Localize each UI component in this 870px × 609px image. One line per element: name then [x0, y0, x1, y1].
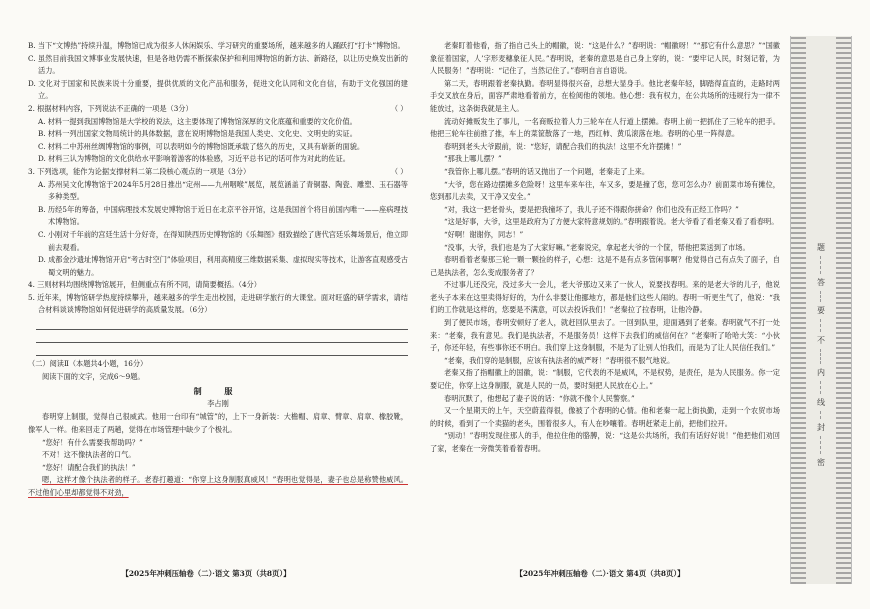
- seal-dash: [820, 291, 822, 302]
- story-author: 李占刚: [207, 398, 229, 408]
- question-text: D. 成都金沙遗址博物馆开启“考古时空门”体验项目，利用高精度三维数据采集、虚拟现实等技术，让游客直观感受古蜀文明的魅力。: [38, 255, 408, 277]
- story-paragraph: 春明到老头大爷跟前，说：“您好，请配合我们的执法！这里不允许摆摊！”: [444, 141, 682, 151]
- seal-label: 答: [817, 278, 825, 287]
- question-text: B. 材料一列出国家文物局统计的具体数据，意在说明博物馆是我国人类史、文化史、文明史的实证。: [38, 129, 357, 139]
- story-paragraph: “您好！请配合我们的执法！”: [42, 462, 136, 472]
- question-text: C. 材料二中苏州丝绸博物馆的事例，可以表明如今的博物馆既承载了悠久的历史，又具有崭新的面貌。: [38, 141, 365, 151]
- question-text: 2. 根据材料内容，下列说法不正确的一项是（3分）: [28, 103, 193, 113]
- story-paragraph: 到了便民市场，春明安顿好了老人，就赶回队里去了。一回到队里，迎面遇到了老秦。春明就气不打一处来：“老秦，我有意见。我们是执法者，不是服务员！这样下去我们的威信何在？”老秦听了哈哈大笑：“小伙子，你还年轻，有些事你还不明白。我们穿上这身制服，不是为了让别人怕我们，而是为了让人民信任我们。”: [430, 318, 780, 353]
- question-block: [28, 40, 408, 317]
- story-paragraph: “对，我这一把老骨头，要是把我撞坏了，我儿子还不得跟你拼命？你们也没有正经工作吗？”: [444, 204, 739, 214]
- page-footer-right: 【2025年冲刺压轴卷（二）·语文 第4页（共8页）】: [515, 569, 685, 578]
- story-paragraph: 嗯，这样才像个执法者的样子。老春打趣道：“你穿上这身制服真威风！”春明也觉得是，妻子也总是称赞他威风。不过他们心里却都觉得不对劲，: [28, 475, 408, 497]
- story-paragraph: “好啊！谢谢你，同志！”: [444, 229, 524, 239]
- story-paragraph: “您好！有什么需要我帮助吗？”: [42, 437, 143, 447]
- question-text: B. 当下“文博热”持续升温，博物馆已成为很多人休闲娱乐、学习研究的重要场所，越来越多的人踊跃打“打卡”博物馆。: [28, 41, 405, 50]
- question-line: [28, 166, 408, 179]
- story-paragraph: 不过事儿还没完，没过多大一会儿，老大爷那边又来了一伙人，说要找春明。来的是老大爷的儿子，他说老头子本来在这里卖得好好的，为什么非要让他挪地方，都是他们这些人闹的。春明一听更生气了，他说：“我们的工作就是这样的，您要是不满意，可以去投诉我们！”老秦拉了拉春明，让他冷静。: [430, 280, 780, 315]
- story-continued: [430, 40, 780, 456]
- decorative-border-right: [836, 36, 851, 584]
- page-footer-left: 【2025年冲刺压轴卷（二）·语文 第3页（共8页）】: [121, 569, 291, 578]
- story-paragraph: “我管你上哪儿摆。”春明的话又抛出了一个问题，老秦走了上来。: [444, 166, 650, 176]
- seal-dash: [820, 319, 822, 332]
- story-paragraph: “没事，大爷，我们也是为了大家好嘛。”老秦说完，拿起老大爷的一个筐，帮他把菜送到了市场。: [444, 242, 750, 252]
- question-text: C. 虽然目前我国文博事业发展快速，但是各地仍需不断探索保护和利用博物馆的新方法、新路径，以让历史焕发出新的活力。: [28, 53, 408, 76]
- question-line: [28, 254, 408, 279]
- question-line: [28, 229, 408, 254]
- question-line: [28, 292, 408, 317]
- section-header: [28, 358, 408, 383]
- answer-line: [36, 330, 408, 343]
- seal-dash: [820, 411, 822, 419]
- section-line: 阅读下面的文字，完成6～9题。: [42, 371, 145, 381]
- right-column: [430, 40, 780, 456]
- question-line: [28, 40, 408, 53]
- story-paragraph: 春明看着老秦那三轮一颗一颗捡的样子，心想：这是不是有点多管闲事啊？他觉得自己有点失了面子，自己是执法者，怎么变成服务者了？: [430, 255, 780, 277]
- story-paragraph: 不对！这不像执法者的口气。: [42, 450, 136, 460]
- left-column: [28, 40, 408, 500]
- right-page: [414, 0, 786, 609]
- question-line: [28, 103, 408, 116]
- question-text: 3. 下列选项，能作为论据支撑材料二第二段核心观点的一项是（3分）: [28, 166, 251, 176]
- seal-label: 题: [817, 243, 825, 252]
- seal-label: 内: [817, 368, 825, 377]
- question-line: [28, 128, 408, 141]
- question-line: [28, 204, 408, 229]
- story-paragraph: 老秦又指了指帽徽上的国徽，说：“制服，它代表的不是威风，不是权势，是责任，是为人民服务。你一定要记住，你穿上这身制服，就是人民的一员，要时刻把人民放在心上。”: [430, 368, 780, 391]
- seal-label: 不: [817, 336, 825, 345]
- story-paragraph: “别动！”春明发现住那人的手，他拉住他的胳膊，说：“这是公共场所，我们有话好好说！”他把他们劝回了家，老秦在一旁微笑着看着春明。: [430, 431, 780, 453]
- question-text: D. 文化对于国家和民族来说十分重要，提供优质的文化产品和服务，促进文化认同和文化自信，有助于文化强国的建立。: [28, 78, 408, 101]
- story-paragraph: 老秦盯着他看，指了指自己头上的帽徽，说：“这是什么？”春明说：“帽徽呀！”“那它有什么意思？”“国徽象征着国家，人’字形麦穗象征人民。”春明说，老秦的意思是自己身上穿的，说：“要牢记人民，时刻记着，为人民服务！”春明说：“记住了，当然记住了。”春明自言自语说。: [430, 41, 780, 76]
- question-text: 4. 三则材料均围绕博物馆展开，但侧重点有所不同，请简要概括。（4分）: [28, 280, 261, 290]
- question-line: [28, 279, 408, 292]
- section-line: （二）阅读Ⅱ（本题共4小题，16分）: [28, 359, 148, 369]
- seal-label: 要: [817, 306, 825, 315]
- binding-margin: [790, 36, 852, 584]
- question-text: D. 材料三认为博物馆的文化供给水平影响着游客的体验感，习近平总书记的话可作为对此的佐证。: [38, 154, 350, 164]
- seal-dash: [820, 436, 822, 454]
- left-page: [0, 0, 412, 609]
- question-line: [28, 78, 408, 103]
- decorative-border-left: [791, 36, 806, 584]
- seal-dash: [820, 381, 822, 394]
- story-paragraph: “大爷，您在路边摆摊多危险呀！这里车来车往，车又多，要是撞了您，您可怎么办？前面菜市场有摊位，您到那儿去卖，又干净又安全。”: [430, 179, 780, 202]
- story-paragraph: “老秦，我们穿的是制服，应该有执法者的威严呀！”春明很不服气地说。: [444, 355, 675, 365]
- story-paragraph: 第二天，春明跟着老秦执勤。春明显得很兴奋，总想大显身手。他比老秦年轻，脚踏得直直的，走路时两手交叉放在身后，面容严肃地看着前方，在检阅他的领地。他心想：我有权力，在公共场所的违规行为一律不能放过，这条街我就是主人。: [430, 78, 780, 113]
- question-line: [28, 179, 408, 204]
- story-paragraph: 流动好摊贩发生了事儿，一名商贩拉着人力三轮车在人行道上摆摊。春明上前一把抓住了三轮车的把手。他把三轮车往前推了推，车上的菜筐散落了一地，西红柿、黄瓜滚落在地。春明的心里一阵得意。: [430, 116, 780, 139]
- story-title: 制 服: [193, 386, 243, 397]
- question-text: A. 材料一提到我国博物馆是大学校的说法，这主要体现了博物馆深厚的文化底蕴和重要的文化价值。: [38, 116, 357, 126]
- seal-label: 线: [817, 398, 825, 407]
- seal-dash: [820, 256, 822, 274]
- story-body: [28, 411, 408, 499]
- story-paragraph: 又一个星期天的上午，天空蔚蓝得很，像被了个春明的心情。他和老秦一起上街执勤，走到一个农贸市场的时候，看到了一个卖猫的老头，围着很多人，有人在吵嚷着。春明赶紧走上前，把他们拉开。: [430, 406, 780, 428]
- question-line: [28, 116, 408, 129]
- story-paragraph: “那我上哪儿摆？”: [444, 154, 502, 164]
- seal-label: 密: [817, 458, 825, 467]
- story-paragraph: 春明沉默了，他想起了妻子说的话：“你就不像个人民警察。”: [444, 393, 635, 403]
- story-paragraph: “这是好事，大爷，这里是政府为了方便大家特意规划的。”春明跟着说。老大爷看了看老秦又看了看春明。: [444, 217, 779, 227]
- seal-label: 封: [817, 423, 825, 432]
- seal-dash: [820, 349, 822, 364]
- question-line: [28, 153, 408, 166]
- answer-line: [36, 343, 408, 356]
- question-text: B. 历经5年的筹备，中国病理技术发展史博物馆于近日在北京平谷开馆，这是我国首个将目前国内唯一——座病理技术博物馆。: [38, 204, 408, 227]
- answer-line: [36, 317, 408, 330]
- question-line: [28, 141, 408, 154]
- answer-bracket: （ ）: [390, 103, 408, 113]
- question-text: 5. 近年来，博物馆研学热度持续攀升，越来越多的学生走出校园，走进研学旅行的大课堂。面对旺盛的研学需求，请结合材料谈谈博物馆如何促进研学的高质量发展。（6分）: [28, 292, 408, 315]
- story-paragraph: 春明穿上制服，觉得自己很威武。他用一台印有“城管”的，上下一身新装：大檐帽、肩章、臂章、肩章、橡胶靴，像军人一样。他来回走了两趟，觉得在市场管理中缺少了个极礼。: [28, 412, 408, 435]
- answer-bracket: （ ）: [390, 166, 408, 176]
- question-text: C. 小刚对千年前的宫廷生活十分好奇，在得知陕西历史博物馆的《乐舞图》细致描绘了唐代宫廷乐舞场景后，他立即前去观看。: [38, 229, 408, 252]
- question-line: [28, 53, 408, 78]
- question-text: A. 苏州吴文化博物馆于2024年5月28日推出“定州——九州咽喉”展览，展览涵盖了青铜器、陶瓷、雕塑、玉石器等多种类型。: [38, 179, 408, 202]
